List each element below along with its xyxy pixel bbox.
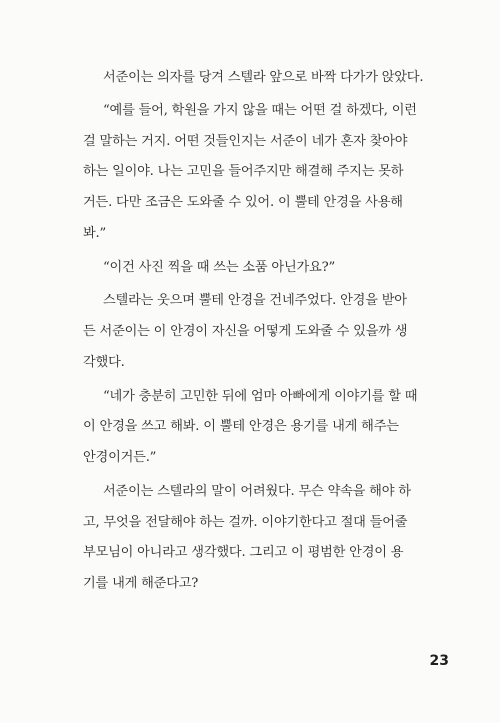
text-line: 고, 무엇을 전달해야 하는 걸까. 이야기한다고 절대 들어줄 <box>83 515 408 530</box>
text-line: “네가 충분히 고민한 뒤에 엄마 아빠에게 이야기를 할 때 <box>103 389 418 404</box>
page-number: 23 <box>429 653 449 669</box>
text-line: 부모님이 아니라고 생각했다. 그리고 이 평범한 안경이 용 <box>83 545 404 560</box>
text-line: “예를 들어, 학원을 가지 않을 때는 어떤 걸 하겠다, 이런 <box>103 103 417 118</box>
text-line: 봐.” <box>83 226 107 241</box>
text-line: 스텔라는 웃으며 뿔테 안경을 건네주었다. 안경을 받아 <box>103 293 407 308</box>
text-line: 거든. 다만 조금은 도와줄 수 있어. 이 뿔테 안경을 사용해 <box>83 195 403 210</box>
text-line: “이건 사진 찍을 때 쓰는 소품 아닌가요?” <box>103 260 335 275</box>
text-line: 든 서준이는 이 안경이 자신을 어떻게 도와줄 수 있을까 생 <box>83 324 408 339</box>
text-line: 기를 내게 해준다고? <box>83 576 199 591</box>
text-line: 각했다. <box>83 355 125 370</box>
text-line: 안경이거든.” <box>83 450 157 465</box>
text-line: 서준이는 의자를 당겨 스텔라 앞으로 바짝 다가가 앉았다. <box>103 70 424 85</box>
text-line: 하는 일이야. 나는 고민을 들어주지만 해결해 주지는 못하 <box>83 164 404 179</box>
text-line: 걸 말하는 거지. 어떤 것들인지는 서준이 네가 혼자 찾아야 <box>83 134 408 149</box>
text-line: 서준이는 스텔라의 말이 어려웠다. 무슨 약속을 해야 하 <box>103 484 411 499</box>
text-line: 이 안경을 쓰고 해봐. 이 뿔테 안경은 용기를 내게 해주는 <box>83 419 399 434</box>
